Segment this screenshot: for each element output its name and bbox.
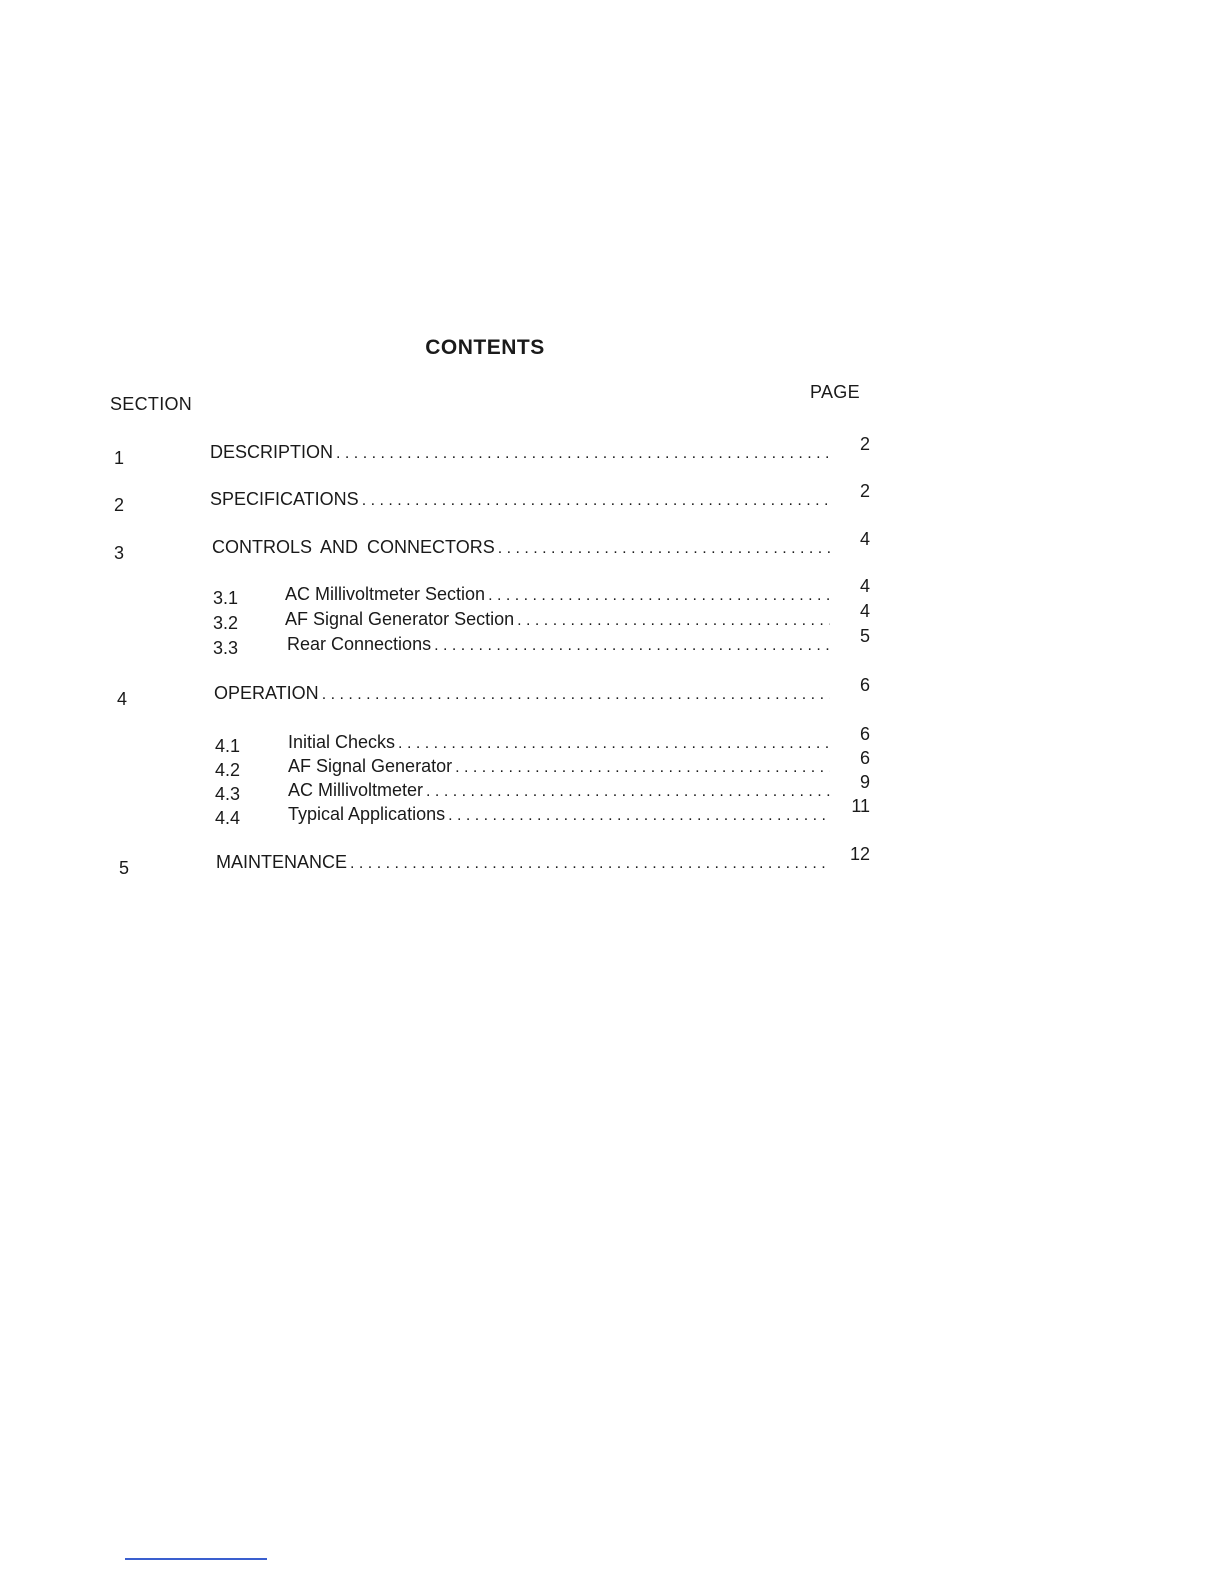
footer-rule [125,1558,267,1560]
subsection-number: 4.3 [215,784,241,804]
dot-leader [395,732,830,756]
section-number: 1 [114,448,125,468]
toc-subentry-3-2[interactable] [110,601,870,633]
toc-entry-maintenance[interactable] [110,844,870,878]
dot-leader [333,442,830,466]
subsection-title: AC Millivoltmeter Section [285,584,486,604]
dot-leader [423,780,830,804]
toc-subentry-3-3[interactable] [110,626,870,658]
subsection-title: AC Millivoltmeter [288,780,424,800]
page-number: 4 [859,576,870,596]
dot-leader [319,683,830,707]
page-number: 11 [851,796,870,816]
subsection-number: 3.3 [213,638,239,658]
toc-entry-description[interactable] [110,434,870,468]
section-title: MAINTENANCE [216,852,348,872]
page-number: 4 [859,529,870,549]
toc-subentry-3-1[interactable] [110,576,870,608]
section-number: 2 [114,495,125,515]
page-number: 2 [859,481,870,501]
subsection-number: 4.1 [215,736,241,756]
dot-leader [445,804,830,828]
section-title: SPECIFICATIONS [210,489,359,509]
dot-leader [485,584,830,608]
section-number: 4 [117,689,128,709]
toc-entry-controls-and-connectors[interactable] [110,529,870,563]
subsection-title: Typical Applications [288,804,446,824]
section-number: 5 [119,858,130,878]
page-number: 6 [859,675,870,695]
dot-leader [359,489,830,513]
dot-leader [514,609,830,633]
dot-leader [431,634,830,658]
page-number: 12 [849,844,870,864]
page-number: 4 [859,601,870,621]
page-title: CONTENTS [425,336,545,359]
subsection-title: Rear Connections [287,634,432,654]
section-title: OPERATION [214,683,319,703]
toc-subentry-4-2[interactable] [110,748,870,780]
page-number: 9 [859,772,870,792]
subsection-title: Initial Checks [288,732,396,752]
subsection-title: AF Signal Generator Section [285,609,515,629]
subsection-number: 3.1 [213,588,239,608]
section-column-header: SECTION [110,394,193,414]
subsection-number: 4.4 [215,808,241,828]
page-number: 6 [859,748,870,768]
subsection-title: AF Signal Generator [288,756,453,776]
dot-leader [347,852,830,876]
page-column-header: PAGE [810,382,860,402]
page-number: 6 [859,724,870,744]
page-number: 5 [859,626,870,646]
page-number: 2 [859,434,870,454]
section-number: 3 [114,543,125,563]
subsection-number: 3.2 [213,613,239,633]
toc-subentry-4-1[interactable] [110,724,870,756]
toc-subentry-4-4[interactable] [110,796,870,828]
subsection-number: 4.2 [215,760,241,780]
dot-leader [452,756,830,780]
section-title: DESCRIPTION [210,442,334,462]
toc-subentry-4-3[interactable] [110,772,870,804]
toc-entry-specifications[interactable] [110,481,870,515]
toc-entry-operation[interactable] [110,675,870,709]
dot-leader [495,537,830,561]
section-title: CONTROLS AND CONNECTORS [212,537,495,557]
